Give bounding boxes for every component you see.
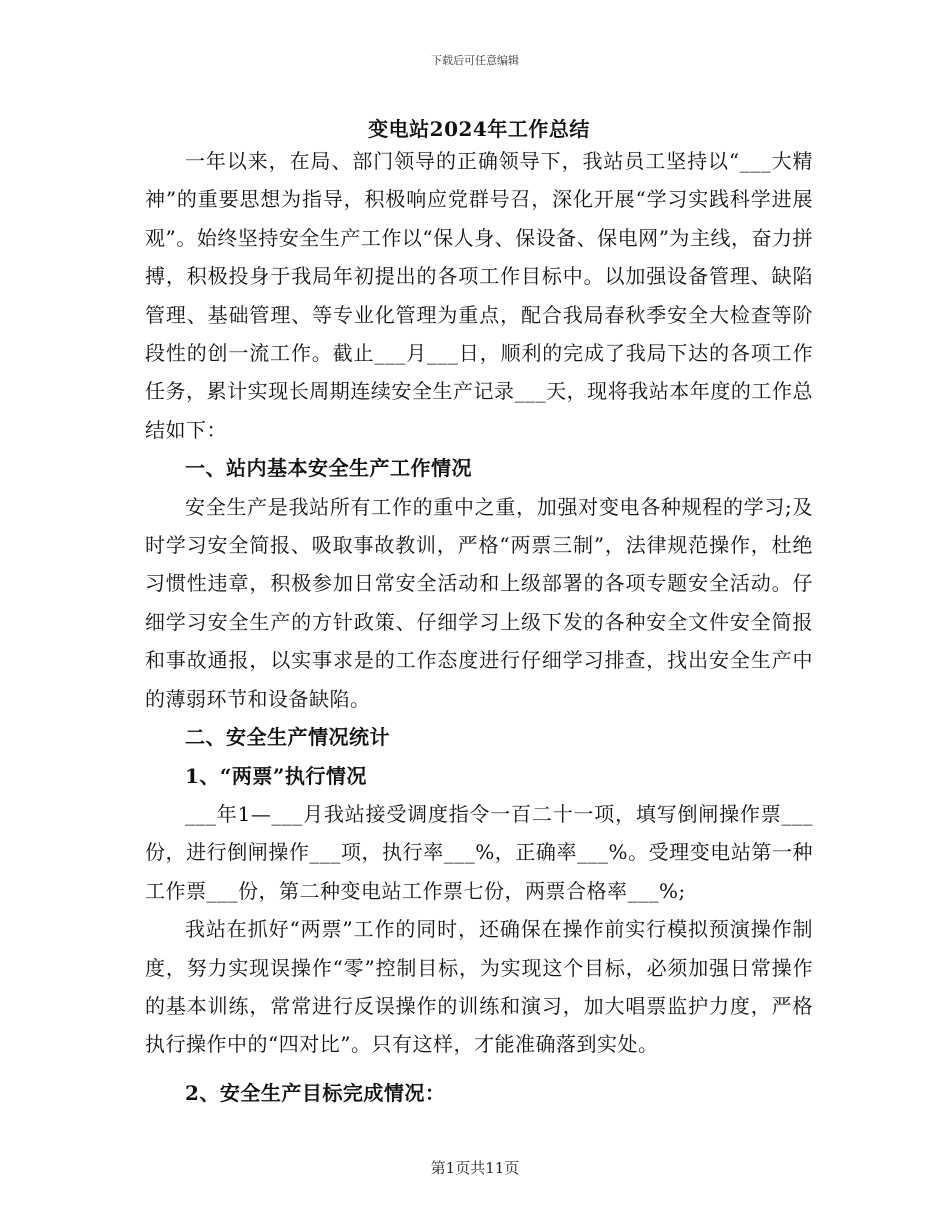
intro-paragraph: 一年以来，在局、部门领导的正确领导下，我站员工坚持以“___大精神”的重要思想为指导，积极响应党群号召，深化开展“学习实践科学进展观”。始终坚持安全生产工作以“保人身、保设备、保电网”为主线，奋力拼搏，积极投身于我局年初提出的各项工作目标中。以加强设备管理、缺陷管理、基础管理、等专业化管理为重点，配合我局春秋季安全大检查等阶段性的创一流工作。截止___月___日，顺利的完成了我局下达的各项工作任务，累计实现长周期连续安全生产记录___天，现将我站本年度的工作总结如下： (145, 149, 813, 442)
document-title: 变电站2024年工作总结 (368, 117, 590, 141)
subsection2-heading: 2、安全生产目标完成情况： (185, 1080, 446, 1105)
section1-paragraph: 安全生产是我站所有工作的重中之重，加强对变电各种规程的学习;及时学习安全简报、吸取事故教训，严格“两票三制”，法律规范操作，杜绝习惯性违章，积极参加日常安全活动和上级部署的各项专题安全活动。仔细学习安全生产的方针政策、仔细学习上级下发的各种安全文件安全简报和事故通报，以实事求是的工作态度进行仔细学习排查，找出安全生产中的薄弱环节和设备缺陷。 (145, 494, 813, 711)
subsection1-paragraph-2: 我站在抓好“两票”工作的同时，还确保在操作前实行模拟预演操作制度，努力实现误操作“零”控制目标，为实现这个目标，必须加强日常操作的基本训练，常常进行反误操作的训练和演习，加大唱票监护力度，严格执行操作中的“四对比”。只有这样，才能准确落到实处。 (145, 917, 813, 1057)
document-body (145, 112, 813, 1112)
page-footer: 第1页共11页 (430, 1159, 520, 1177)
section1-heading: 一、站内基本安全生产工作情况 (185, 456, 472, 481)
subsection1-paragraph-1: ___年1—___月我站接受调度指令一百二十一项，填写倒闸操作票___份，进行倒闸操作___项，执行率___%，正确率___%。受理变电站第一种工作票___份，第二种变电站工作票七份，两票合格率___%; (145, 801, 813, 903)
section2-heading: 二、安全生产情况统计 (185, 725, 390, 750)
subsection1-heading: 1、“两票”执行情况 (185, 763, 367, 788)
page-header: 下载后可任意编辑 (431, 54, 519, 67)
